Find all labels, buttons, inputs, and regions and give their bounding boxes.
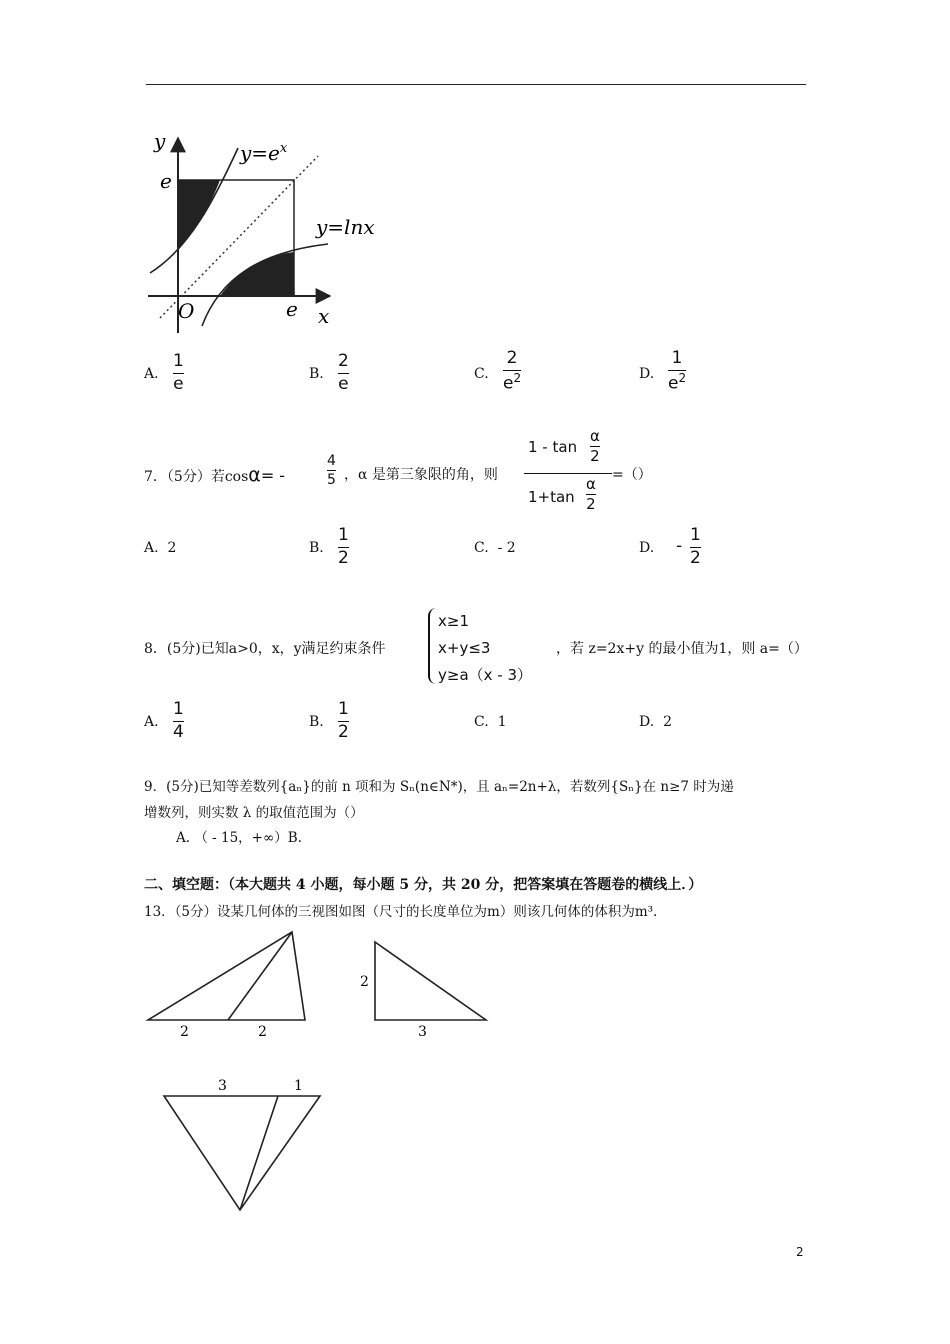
curve-exp-label: $y=e^x$ — [240, 141, 288, 165]
denominator-base: e — [503, 373, 514, 394]
q8-option-a-letter[interactable]: A. — [144, 714, 159, 730]
q8-constraint-2: x+y≤3 — [438, 639, 491, 657]
front-view-dim-a: 2 — [180, 1024, 189, 1040]
q7-option-d-sign: - — [676, 536, 683, 556]
top-view-dim-b: 1 — [294, 1078, 303, 1094]
q8-option-b-value[interactable] — [338, 700, 349, 742]
q7-option-a[interactable] — [144, 540, 176, 556]
y-axis-label: y — [154, 129, 166, 153]
q9-line-2: 增数列，则实数 λ 的取值范围为（） — [144, 805, 364, 821]
front-view-dim-b: 2 — [258, 1024, 267, 1040]
denominator: e — [338, 373, 349, 394]
e-bottom-label: e — [286, 297, 298, 321]
section-2-heading: 二、填空题：（本大题共 4 小题，每小题 5 分，共 20 分，把答案填在答题卷的横线上．） — [144, 877, 703, 893]
q8-constraint-3: y≥a（x - 3） — [438, 666, 533, 684]
q7-option-b-letter[interactable]: B. — [309, 540, 324, 556]
numerator-text: 1 - tan — [528, 438, 578, 456]
denominator-exponent: 2 — [513, 370, 522, 385]
denominator — [503, 372, 521, 394]
q6-option-d-letter[interactable]: D. — [639, 366, 655, 382]
denominator-exponent: 2 — [678, 370, 687, 385]
q9-line-1: 9．(5分)已知等差数列{aₙ}的前 n 项和为 Sₙ(n∈N*)，且 aₙ=2n+λ，若数列{Sₙ}在 n≥7 时为递 — [144, 779, 734, 795]
shaded-region-bottom — [220, 252, 294, 296]
top-view-dim-a: 3 — [218, 1078, 227, 1094]
header-rule — [146, 84, 806, 85]
numerator: 2 — [506, 348, 518, 368]
q7-stem-mid: ，α 是第三象限的角，则 — [344, 467, 498, 483]
denominator: 2 — [338, 721, 349, 742]
front-view-inner-edge — [228, 932, 292, 1020]
numerator: 4 — [327, 453, 336, 469]
numerator: α — [586, 475, 596, 493]
q7-half-angle-bottom — [586, 476, 596, 514]
numerator: 1 — [338, 699, 349, 719]
q6-option-b-letter[interactable]: B. — [309, 366, 324, 382]
denominator: e — [173, 373, 184, 394]
denominator: 4 — [173, 721, 184, 742]
top-view-outline — [164, 1096, 320, 1210]
numerator: 1 — [671, 348, 683, 368]
numerator: 1 — [173, 699, 184, 719]
q8-stem-prefix: 8．(5分)已知a>0，x，y满足约束条件 — [144, 641, 386, 657]
fraction-bar — [327, 470, 336, 471]
denominator — [668, 372, 686, 394]
q8-option-c[interactable] — [474, 714, 507, 730]
q6-option-d-value[interactable] — [668, 349, 686, 394]
q7-option-d-letter[interactable]: D. — [639, 540, 655, 556]
denominator-text: 1+tan — [528, 488, 575, 506]
denominator: 5 — [327, 472, 336, 489]
q6-option-a-letter[interactable]: A. — [144, 366, 159, 382]
numerator: α — [590, 427, 600, 445]
denominator: 2 — [338, 547, 349, 568]
q7-cos-fraction — [327, 453, 336, 488]
side-view-width: 3 — [418, 1024, 427, 1040]
option-letter: A. — [144, 540, 159, 556]
shaded-region-top — [178, 180, 220, 248]
figure-exp-ln — [140, 128, 400, 343]
q8-stem-suffix: ，若 z=2x+y 的最小值为1，则 a=（） — [556, 641, 808, 657]
q7-stem-prefix — [144, 464, 285, 486]
option-letter: C. — [474, 714, 489, 730]
q7-equals: = - — [260, 466, 286, 485]
q6-option-a-value[interactable] — [173, 352, 184, 394]
q8-constraint-brace — [428, 608, 438, 684]
option-value: 2 — [167, 540, 177, 556]
numerator: 2 — [338, 351, 349, 371]
q9-line-3[interactable]: A. （ - 15，+∞）B. — [176, 830, 302, 846]
q13-stem: 13．（5分）设某几何体的三视图如图（尺寸的长度单位为m）则该几何体的体积为m³. — [144, 904, 658, 920]
denominator: 2 — [586, 495, 596, 514]
numerator: 1 — [338, 525, 349, 545]
q8-option-a-value[interactable] — [173, 700, 184, 742]
top-view-inner-edge — [240, 1096, 278, 1210]
option-letter: C. — [474, 540, 489, 556]
q7-big-fraction — [524, 428, 612, 518]
numerator: 1 — [690, 525, 701, 545]
q7-stem-suffix: =（） — [612, 467, 652, 483]
option-letter: D. — [639, 714, 655, 730]
q7-prefix: 7．（5分）若cos — [144, 469, 249, 485]
q6-option-b-value[interactable] — [338, 352, 349, 394]
q7-main-fraction-bar — [524, 473, 612, 474]
q7-alpha: α — [248, 464, 261, 486]
q6-option-c-value[interactable] — [503, 349, 521, 394]
q7-option-c[interactable] — [474, 540, 516, 556]
q8-option-b-letter[interactable]: B. — [309, 714, 324, 730]
denominator: 2 — [590, 447, 600, 466]
curve-ln-label: y=lnx — [316, 215, 375, 239]
denominator: 2 — [690, 547, 701, 568]
denominator-base: e — [668, 373, 679, 394]
page-number: 2 — [796, 1245, 804, 1259]
three-view-figure — [140, 926, 500, 1216]
q7-option-d-value[interactable] — [690, 526, 701, 568]
side-view-height: 2 — [360, 974, 369, 990]
q7-big-numerator — [528, 438, 577, 456]
option-value: - 2 — [497, 540, 516, 556]
q8-option-d[interactable] — [639, 714, 672, 730]
q7-half-angle-top — [590, 428, 600, 466]
numerator: 1 — [173, 351, 184, 371]
side-view-outline — [375, 942, 486, 1020]
q7-option-b-value[interactable] — [338, 526, 349, 568]
origin-label: O — [178, 299, 195, 323]
option-value: 1 — [497, 714, 507, 730]
q7-big-denominator — [528, 488, 575, 506]
x-axis-label: x — [318, 304, 330, 328]
option-value: 2 — [663, 714, 673, 730]
q8-constraint-1: x≥1 — [438, 612, 469, 630]
e-left-label: e — [160, 169, 172, 193]
q8-constraints — [438, 608, 532, 689]
q6-option-c-letter[interactable]: C. — [474, 366, 489, 382]
